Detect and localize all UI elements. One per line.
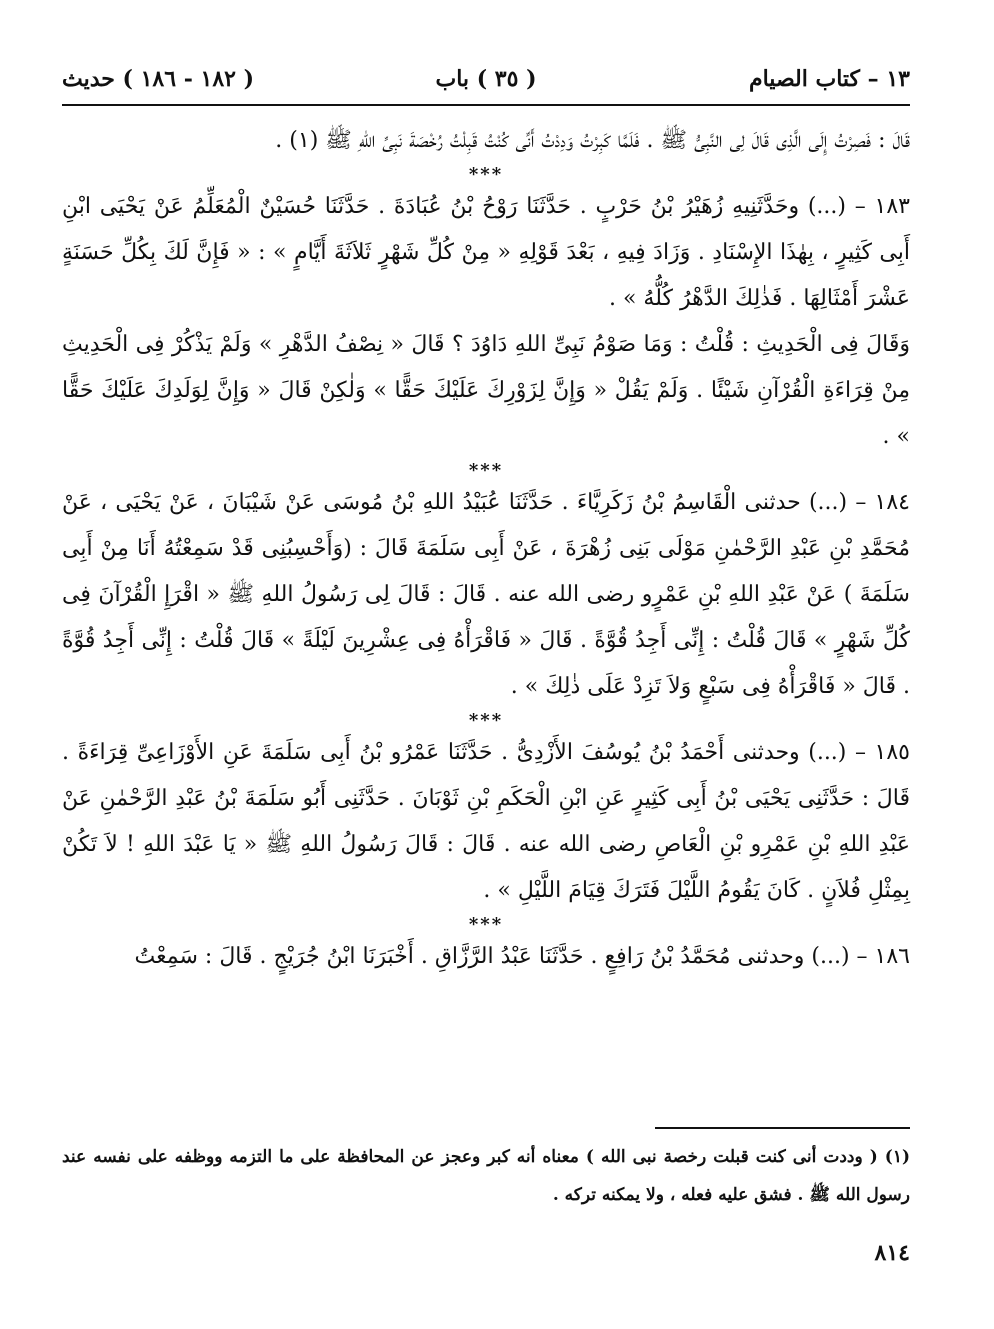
paragraph-intro: قَالَ : فَصِرْتُ إِلَى الَّذِى قَالَ لِى النَّبِىُّ ﷺ . فَلَمَّا كَبِرْتُ وَدِدْتُ أَنِّى كُنْتُ قَبِلْتُ رُخْصَةَ نَبِىِّ اللهِ ﷺ (١) . bbox=[275, 128, 910, 153]
separator: *** bbox=[468, 164, 504, 185]
header-hadith-range: ( ١٨٢ - ١٨٦ ) حديث bbox=[62, 66, 255, 92]
hadith-184: ١٨٤ – (...) حدثنى الْقَاسِمُ بْنُ زَكَرِيَّاءَ . حَدَّثَنَا عُبَيْدُ اللهِ بْنُ مُوسَى عَنْ شَيْبَانَ ، عَنْ يَحْيَى ، عَنْ مُحَمَّدِ بْنِ عَبْدِ الرَّحْمٰنِ مَوْلَى بَنِى زُهْرَةَ ، عَنْ أَبِى سَلَمَةَ قَالَ : (وَأَحْسِبُنِى قَدْ سَمِعْتُهُ أَنَا مِنْ أَبِى سَلَمَةَ ) عَنْ عَبْدِ اللهِ بْنِ عَمْرٍو رضى الله عنه . قَالَ : قَالَ لِى رَسُولُ اللهِ ﷺ « اقْرَإِ الْقُرْآنَ فِى كُلِّ شَهْرٍ » قَالَ قُلْتُ : إِنِّى أَجِدُ قُوَّةً . قَالَ « فَاقْرَأْهُ فِى عِشْرِينَ لَيْلَةً » قَالَ قُلْتُ : إِنِّى أَجِدُ قُوَّةً . قَالَ « فَاقْرَأْهُ فِى سَبْعٍ وَلاَ تَزِدْ عَلَى ذٰلِكَ » . bbox=[62, 490, 910, 699]
hadith-185: ١٨٥ – (...) وحدثنى أَحْمَدُ بْنُ يُوسُفَ الأَزْدِىُّ . حَدَّثَنَا عَمْرُو بْنُ أَبِى سَلَمَةَ عَنِ الأَوْزَاعِىِّ قِرَاءَةً . قَالَ : حَدَّثَنِى يَحْيَى بْنُ أَبِى كَثِيرٍ عَنِ ابْنِ الْحَكَمِ بْنِ ثَوْبَانَ . حَدَّثَنِى أَبُو سَلَمَةَ بْنُ عَبْدِ الرَّحْمٰنِ عَنْ عَبْدِ اللهِ بْنِ عَمْرِو بْنِ الْعَاصِ رضى الله عنه . قَالَ : قَالَ رَسُولُ اللهِ ﷺ « يَا عَبْدَ اللهِ ! لاَ تَكُنْ بِمِثْلِ فُلاَنٍ . كَانَ يَقُومُ اللَّيْلَ فَتَرَكَ قِيَامَ اللَّيْلِ » . bbox=[62, 740, 910, 903]
running-header bbox=[62, 60, 910, 98]
hadith-186: ١٨٦ – (...) وحدثنى مُحَمَّدُ بْنُ رَافِعٍ . حَدَّثَنَا عَبْدُ الرَّزَّاقِ . أَخْبَرَنَا ابْنُ جُرَيْجٍ . قَالَ : سَمِعْتُ bbox=[134, 944, 910, 969]
footnote: (١) ( وددت أنى كنت قبلت رخصة نبى الله ) معناه أنه كبر وعجز عن المحافظة على ما التزمه ووظفه على نفسه عند رسول الله ﷺ . فشق عليه فعله ، ولا يمكنه تركه . bbox=[62, 1147, 910, 1205]
footnote-rule bbox=[655, 1127, 910, 1129]
header-bab: ( ٣٥ ) باب bbox=[435, 66, 537, 92]
header-chapter: ١٣ – كتاب الصيام bbox=[748, 66, 910, 92]
page-number: ٨١٤ bbox=[874, 1240, 910, 1266]
header-rule bbox=[62, 104, 910, 106]
separator: *** bbox=[468, 914, 504, 935]
main-text bbox=[62, 118, 910, 980]
separator: *** bbox=[468, 710, 504, 731]
separator: *** bbox=[468, 460, 504, 481]
hadith-183-continuation: وَقَالَ فِى الْحَدِيثِ : قُلْتُ : وَمَا صَوْمُ نَبِىِّ اللهِ دَاوُدَ ؟ قَالَ « نِصْفُ الدَّهْرِ » وَلَمْ يَذْكُرْ فِى الْحَدِيثِ مِنْ قِرَاءَةِ الْقُرْآنِ شَيْئًا . وَلَمْ يَقُلْ « وَإِنَّ لِزَوْرِكَ عَلَيْكَ حَقًّا » وَلٰكِنْ قَالَ « وَإِنَّ لِوَلَدِكَ عَلَيْكَ حَقًّا » . bbox=[62, 332, 910, 449]
hadith-183: ١٨٣ – (...) وحَدَّثَنِيهِ زُهَيْرُ بْنُ حَرْبٍ . حَدَّثَنَا رَوْحُ بْنُ عُبَادَةَ . حَدَّثَنَا حُسَيْنٌ الْمُعَلِّمُ عَنْ يَحْيَى ابْنِ أَبِى كَثِيرٍ ، بِهٰذَا الإِسْنَادِ . وَزَادَ فِيهِ ، بَعْدَ قَوْلِهِ « مِنْ كُلِّ شَهْرٍ ثَلاَثَةَ أَيَّامٍ » : « فَإِنَّ لَكَ بِكُلِّ حَسَنَةٍ عَشْرَ أَمْثَالِهَا . فَذٰلِكَ الدَّهْرُ كُلُّهُ » . bbox=[62, 194, 910, 311]
